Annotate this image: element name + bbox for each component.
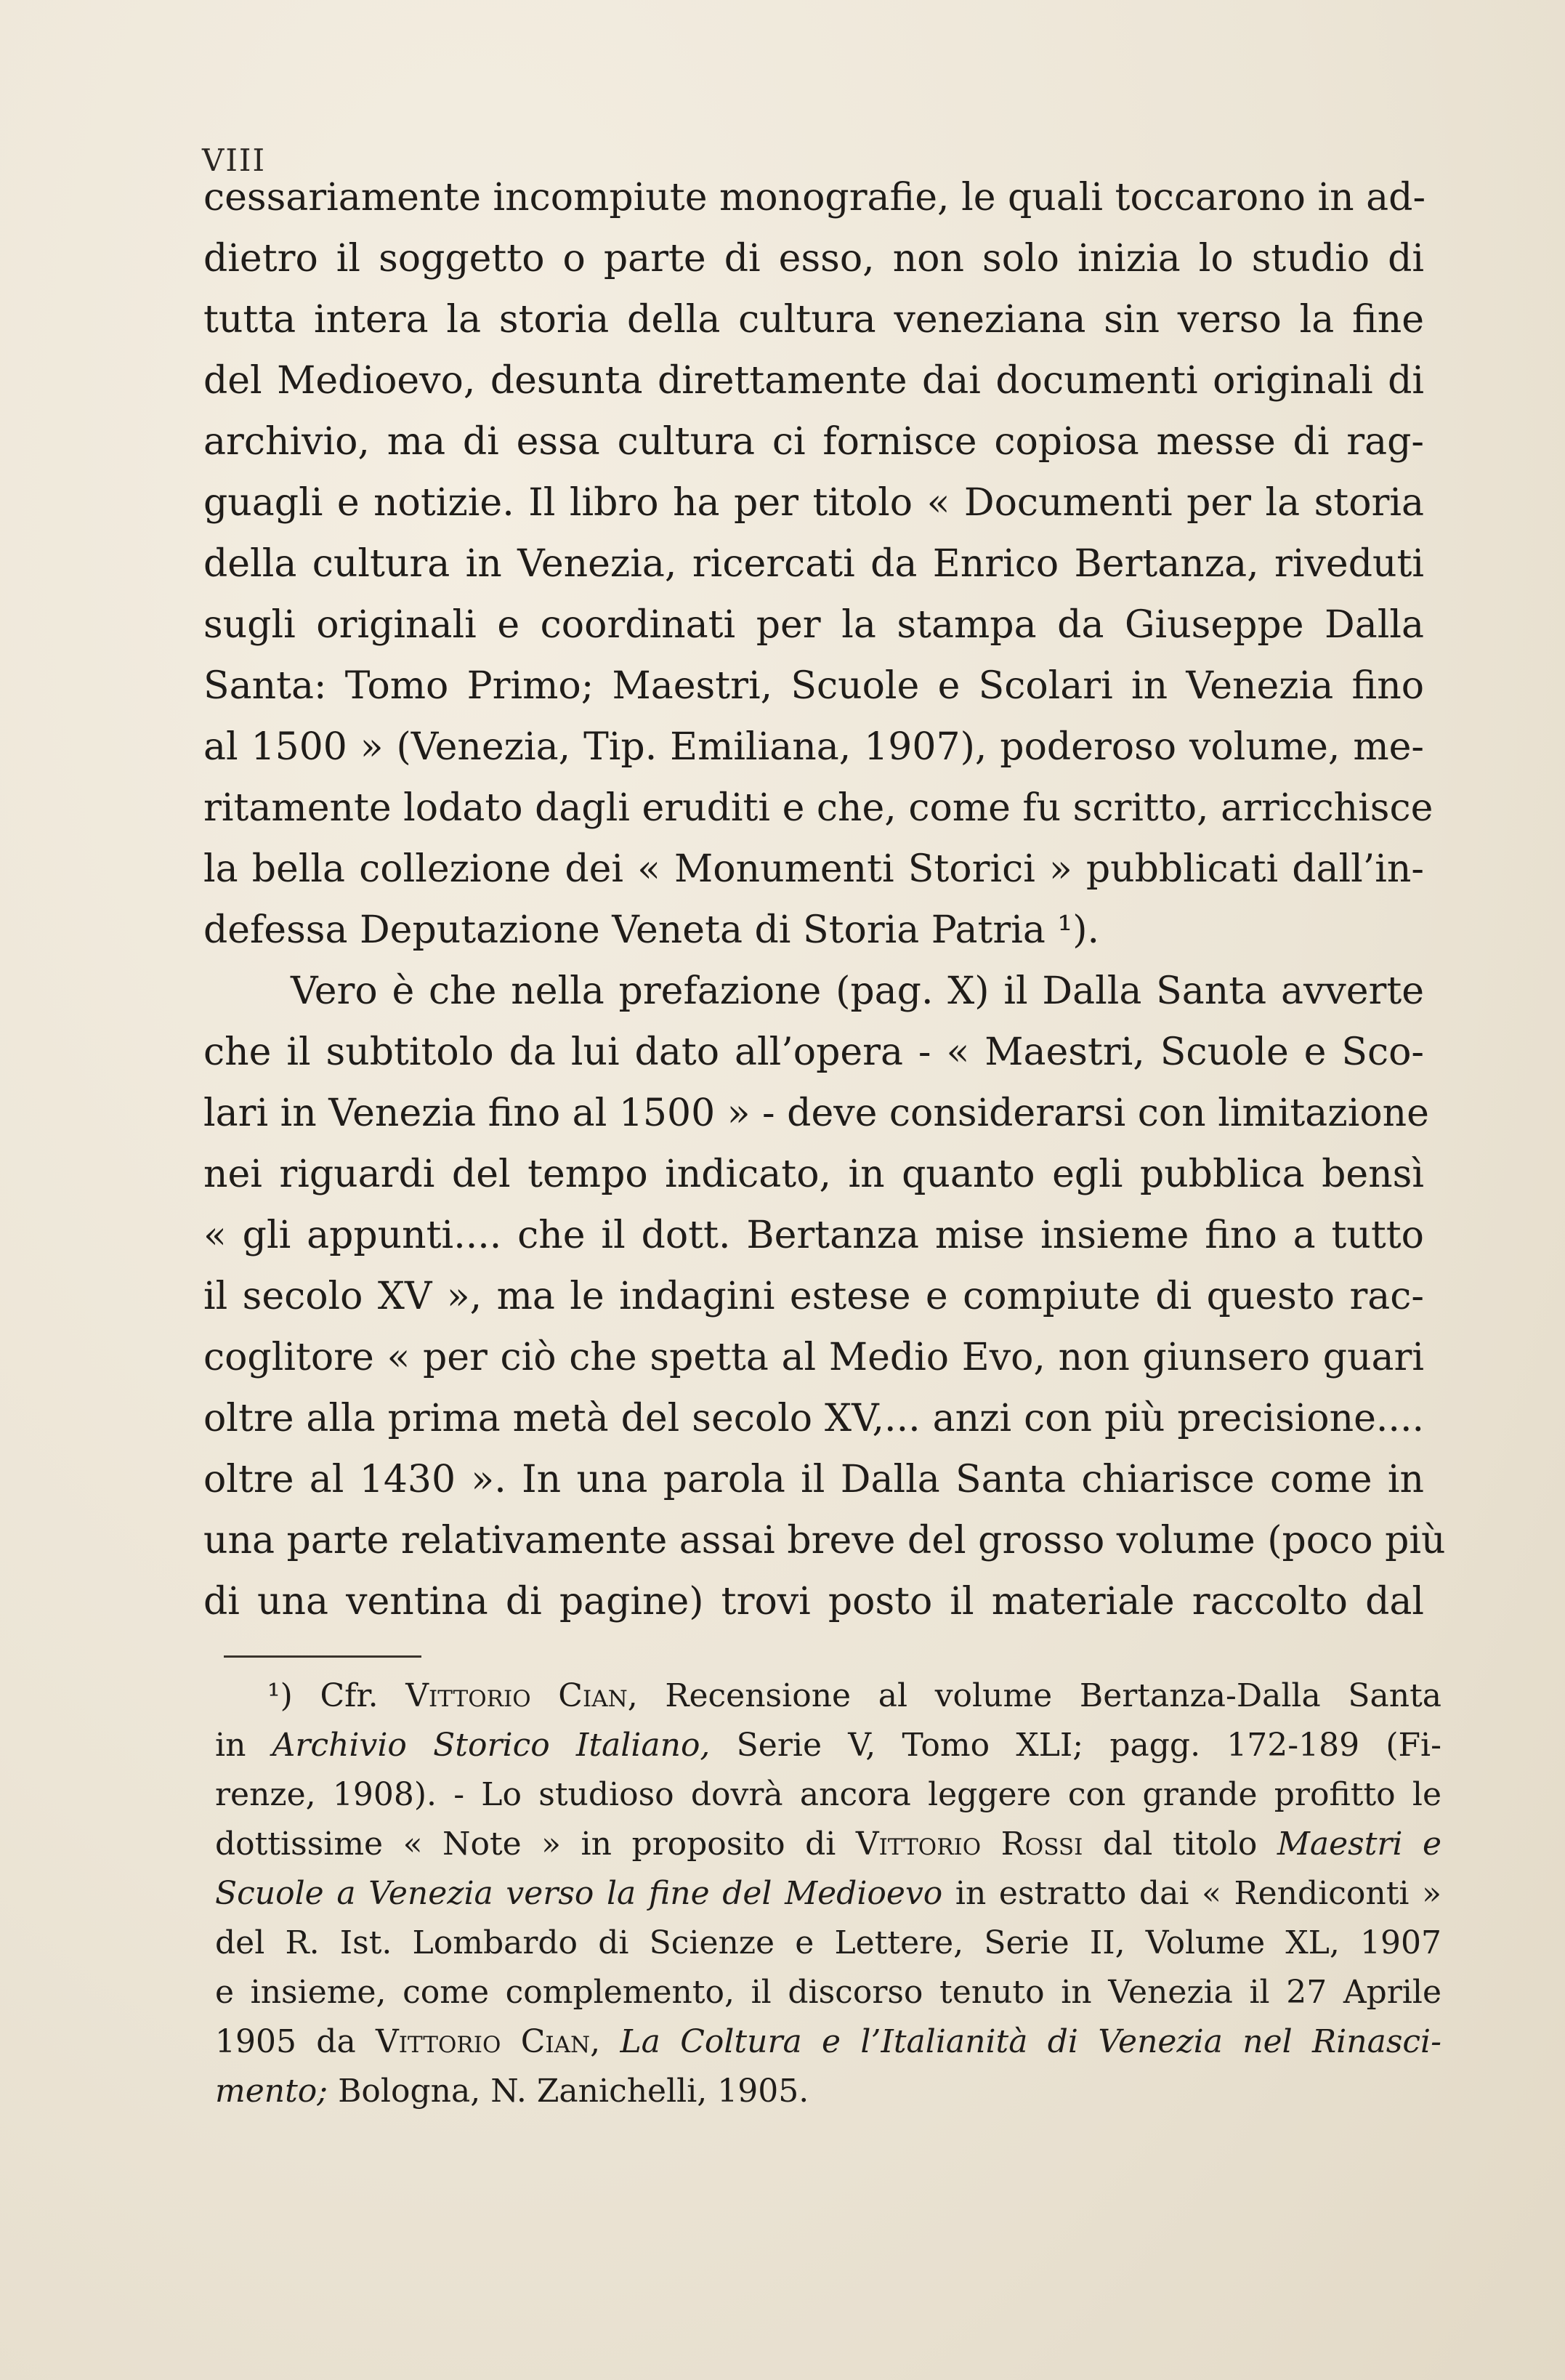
- text-line: nei riguardi del tempo indicato, in quanto egli pubblica bensì: [203, 1153, 1424, 1196]
- footnote-line: [215, 1820, 1441, 1869]
- text-line: guagli e notizie. Il libro ha per titolo « Documenti per la storia: [203, 481, 1424, 525]
- footnote-line: [215, 2017, 1441, 2067]
- text-line: archivio, ma di essa cultura ci fornisce copiosa messe di rag-: [203, 420, 1424, 464]
- text-line: oltre al 1430 ». In una parola il Dalla Santa chiarisce come in: [203, 1458, 1424, 1501]
- text-line: lari in Venezia fino al 1500 » - deve considerarsi con limitazione: [203, 1092, 1429, 1135]
- footnote-text: in estratto dai « Rendiconti »: [942, 1875, 1441, 1912]
- text-line: di una ventina di pagine) trovi posto il materiale raccolto dal: [203, 1580, 1424, 1623]
- text-line: il secolo XV », ma le indagini estese e compiute di questo rac-: [203, 1275, 1424, 1318]
- text-line: la bella collezione dei « Monumenti Storici » pubblicati dall’in-: [203, 847, 1424, 891]
- footnote-text: dottissime « Note » in proposito di: [215, 1826, 856, 1863]
- body-text: [203, 167, 1446, 1632]
- footnote-separator: [224, 1655, 421, 1658]
- page-number: VIII: [202, 142, 267, 178]
- footnote-line: renze, 1908). - Lo studioso dovrà ancora leggere con grande profitto le: [215, 1776, 1441, 1813]
- text-line: ritamente lodato dagli eruditi e che, come fu scritto, arricchisce: [203, 786, 1433, 830]
- footnote-line: del R. Ist. Lombardo di Scienze e Lettere, Serie II, Volume XL, 1907: [215, 1924, 1441, 1961]
- text-line: che il subtitolo da lui dato all’opera - « Maestri, Scuole e Sco-: [203, 1030, 1424, 1074]
- text-line: Santa: Tomo Primo; Maestri, Scuole e Scolari in Venezia fino: [203, 664, 1424, 708]
- text-line: dietro il soggetto o parte di esso, non solo inizia lo studio di: [203, 237, 1424, 281]
- footnote-text: ¹) Cfr.: [267, 1677, 406, 1714]
- author-name: Vittorio Cian: [405, 1677, 628, 1714]
- footnote-text: Serie V, Tomo XLI; pagg. 172-189 (Fi-: [710, 1727, 1441, 1764]
- footnote-text: dal titolo: [1083, 1826, 1277, 1863]
- footnote-line: [215, 2067, 1441, 2116]
- text-line: oltre alla prima metà del secolo XV,... anzi con più precisione....: [203, 1397, 1424, 1440]
- footnote-text: ,: [590, 2023, 620, 2060]
- work-title: mento;: [215, 2073, 328, 2110]
- text-line: Vero è che nella prefazione (pag. X) il Dalla Santa avverte: [291, 969, 1424, 1013]
- footnote-text: , Recensione al volume Bertanza-Dalla Santa: [627, 1677, 1441, 1714]
- work-title: Scuole a Venezia verso la fine del Medioevo: [215, 1875, 943, 1912]
- text-line: sugli originali e coordinati per la stampa da Giuseppe Dalla: [203, 603, 1424, 647]
- text-line: del Medioevo, desunta direttamente dai documenti originali di: [203, 359, 1424, 403]
- work-title: Maestri e: [1277, 1826, 1442, 1863]
- text-line: della cultura in Venezia, ricercati da Enrico Bertanza, riveduti: [203, 542, 1424, 586]
- footnote-line: [215, 1671, 1441, 1721]
- footnote-line: [215, 1869, 1441, 1919]
- footnote-text: Bologna, N. Zanichelli, 1905.: [328, 2073, 809, 2110]
- author-name: Vittorio Rossi: [855, 1826, 1083, 1863]
- text-line: al 1500 » (Venezia, Tip. Emiliana, 1907), poderoso volume, me-: [203, 725, 1424, 769]
- footnote-text: in: [215, 1727, 272, 1764]
- work-title: Archivio Storico Italiano,: [272, 1727, 711, 1764]
- footnote: [215, 1671, 1441, 2116]
- text-line: « gli appunti.... che il dott. Bertanza mise insieme fino a tutto: [203, 1214, 1424, 1257]
- text-line: una parte relativamente assai breve del grosso volume (poco più: [203, 1519, 1446, 1562]
- work-title: La Coltura e l’Italianità di Venezia nel Rinasci-: [620, 2023, 1441, 2060]
- text-line: coglitore « per ciò che spetta al Medio Evo, non giunsero guari: [203, 1336, 1424, 1379]
- footnote-line: [215, 1721, 1441, 1770]
- author-name: Vittorio Cian: [376, 2023, 591, 2060]
- footnote-line: e insieme, come complemento, il discorso tenuto in Venezia il 27 Aprile: [215, 1974, 1441, 2011]
- text-line: cessariamente incompiute monografie, le quali toccarono in ad-: [203, 176, 1426, 219]
- footnote-text: 1905 da: [215, 2023, 376, 2060]
- text-line: defessa Deputazione Veneta di Storia Patria ¹).: [203, 908, 1100, 952]
- text-line: tutta intera la storia della cultura veneziana sin verso la fine: [203, 298, 1424, 342]
